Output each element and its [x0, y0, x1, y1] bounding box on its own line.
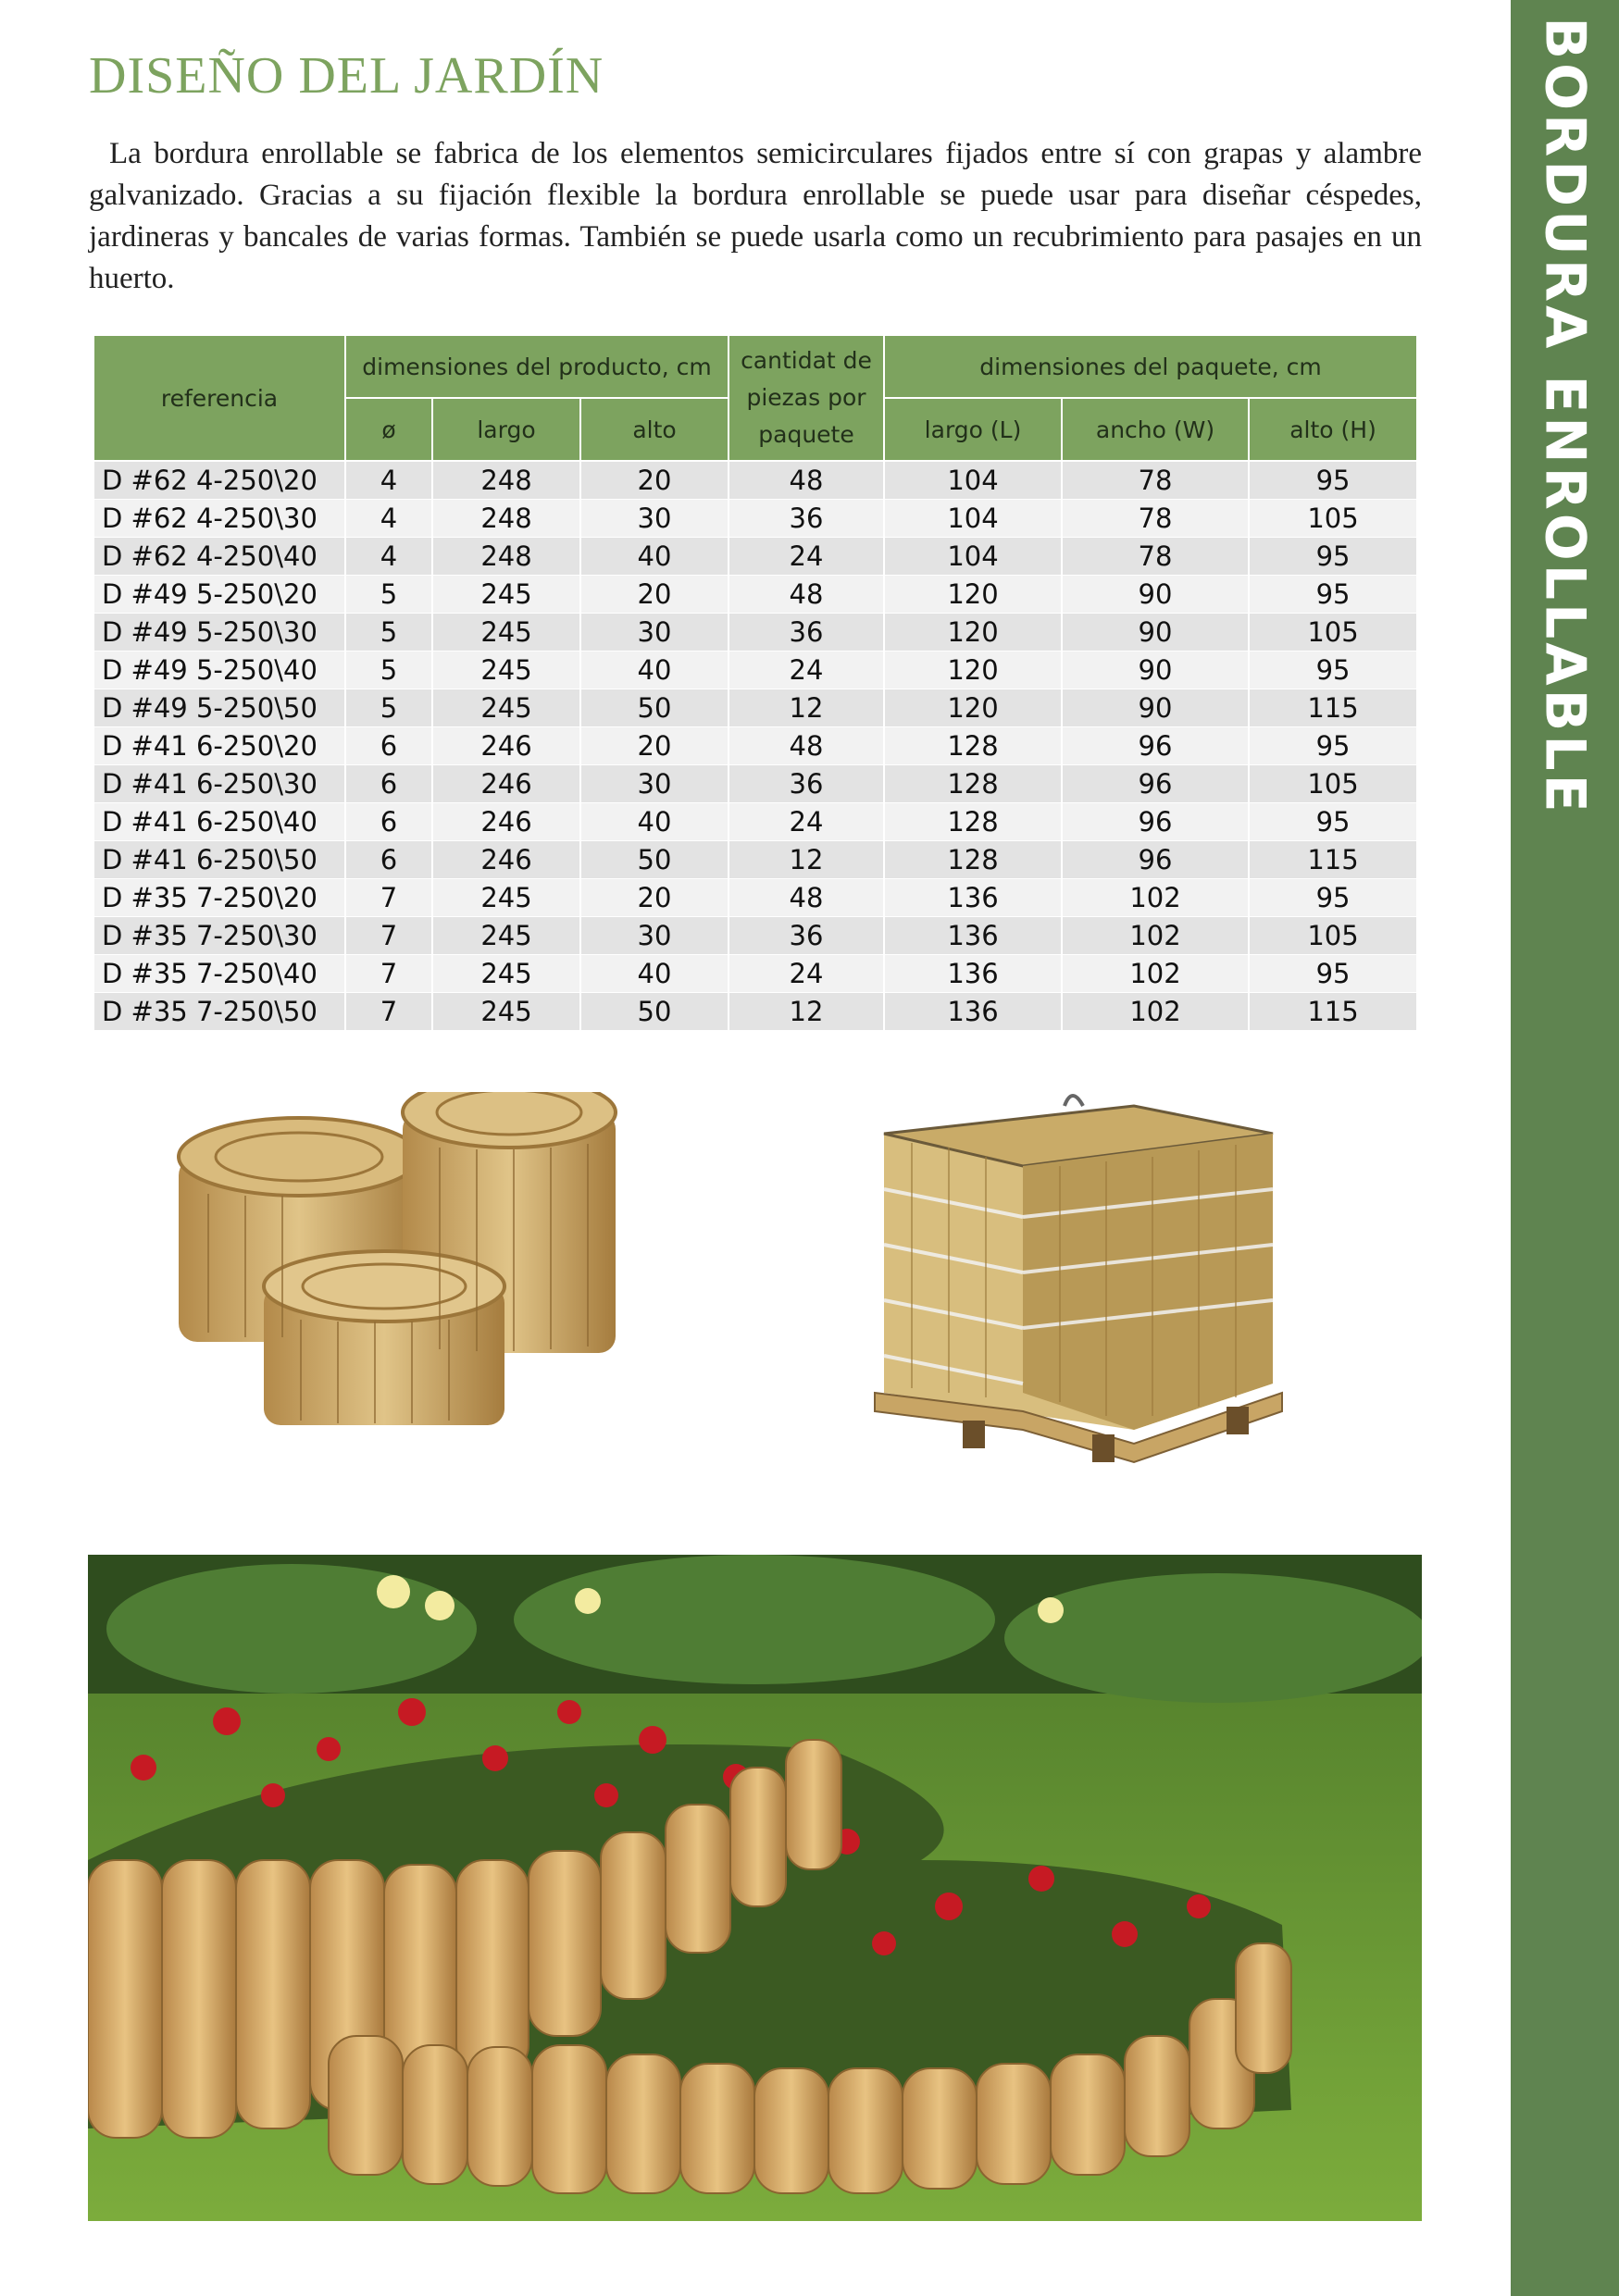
cell-largo-l: 136	[884, 955, 1062, 993]
page-title: DISEÑO DEL JARDÍN	[89, 47, 604, 105]
cell-referencia: D #49 5-250\30	[93, 614, 345, 652]
cell-cantidad: 36	[729, 614, 884, 652]
cell-referencia: D #62 4-250\20	[93, 461, 345, 500]
cell-alto-h: 95	[1249, 652, 1417, 689]
cell-cantidad: 24	[729, 538, 884, 576]
header-largo-l: largo (L)	[884, 398, 1062, 461]
cell-ancho-w: 78	[1062, 461, 1249, 500]
photo-border-rolls	[171, 1092, 662, 1444]
cell-ancho-w: 102	[1062, 955, 1249, 993]
cell-alto: 40	[580, 652, 729, 689]
cell-ancho-w: 102	[1062, 879, 1249, 917]
cell-alto: 30	[580, 500, 729, 538]
cell-largo: 246	[432, 841, 580, 879]
cell-diameter: 7	[345, 993, 432, 1031]
header-largo: largo	[432, 398, 580, 461]
pallet-image	[856, 1078, 1291, 1467]
cell-cantidad: 24	[729, 955, 884, 993]
cell-diameter: 4	[345, 538, 432, 576]
cell-alto-h: 115	[1249, 993, 1417, 1031]
side-title	[1511, 17, 1619, 816]
cell-ancho-w: 90	[1062, 652, 1249, 689]
cell-ancho-w: 96	[1062, 803, 1249, 841]
cell-largo-l: 128	[884, 765, 1062, 803]
cell-alto-h: 105	[1249, 765, 1417, 803]
cell-alto-h: 105	[1249, 917, 1417, 955]
cell-alto-h: 115	[1249, 841, 1417, 879]
cell-referencia: D #35 7-250\20	[93, 879, 345, 917]
cell-largo: 246	[432, 727, 580, 765]
header-referencia: referencia	[93, 335, 345, 461]
cell-alto-h: 95	[1249, 461, 1417, 500]
cell-largo: 248	[432, 500, 580, 538]
cell-ancho-w: 96	[1062, 765, 1249, 803]
cell-ancho-w: 96	[1062, 841, 1249, 879]
cell-diameter: 5	[345, 576, 432, 614]
cell-largo: 245	[432, 993, 580, 1031]
cell-alto-h: 95	[1249, 803, 1417, 841]
cell-largo-l: 136	[884, 993, 1062, 1031]
cell-referencia: D #41 6-250\50	[93, 841, 345, 879]
cell-largo: 245	[432, 614, 580, 652]
cell-alto: 20	[580, 576, 729, 614]
cell-diameter: 6	[345, 727, 432, 765]
cell-largo: 246	[432, 803, 580, 841]
border-rolls-image	[171, 1092, 662, 1444]
side-title-text: BORDURA ENROLLABLE	[1532, 17, 1598, 816]
cell-diameter: 7	[345, 879, 432, 917]
table-row	[93, 803, 1417, 841]
cell-referencia: D #41 6-250\30	[93, 765, 345, 803]
cell-largo-l: 128	[884, 803, 1062, 841]
cell-cantidad: 36	[729, 500, 884, 538]
cell-largo-l: 136	[884, 917, 1062, 955]
cell-largo-l: 120	[884, 689, 1062, 727]
header-alto-h: alto (H)	[1249, 398, 1417, 461]
cell-diameter: 5	[345, 614, 432, 652]
garden-bed-image	[88, 1555, 1422, 2221]
table-row	[93, 652, 1417, 689]
table-row	[93, 917, 1417, 955]
cell-largo-l: 104	[884, 538, 1062, 576]
cell-largo: 245	[432, 917, 580, 955]
cell-alto: 20	[580, 727, 729, 765]
cell-largo: 248	[432, 538, 580, 576]
cell-largo-l: 128	[884, 841, 1062, 879]
cell-alto: 50	[580, 993, 729, 1031]
table-row	[93, 765, 1417, 803]
cell-cantidad: 12	[729, 841, 884, 879]
cell-largo-l: 104	[884, 500, 1062, 538]
header-paquete-group: dimensiones del paquete, cm	[884, 335, 1417, 398]
cell-ancho-w: 90	[1062, 689, 1249, 727]
cell-ancho-w: 96	[1062, 727, 1249, 765]
cell-largo-l: 128	[884, 727, 1062, 765]
cell-largo-l: 136	[884, 879, 1062, 917]
table-row	[93, 500, 1417, 538]
cell-largo: 248	[432, 461, 580, 500]
cell-referencia: D #49 5-250\50	[93, 689, 345, 727]
cell-cantidad: 48	[729, 727, 884, 765]
cell-diameter: 5	[345, 689, 432, 727]
spec-table	[93, 334, 1418, 1031]
cell-cantidad: 24	[729, 652, 884, 689]
cell-referencia: D #62 4-250\30	[93, 500, 345, 538]
cell-largo-l: 120	[884, 652, 1062, 689]
header-cantidad: cantidat de piezas por paquete	[729, 335, 884, 461]
cell-alto: 50	[580, 689, 729, 727]
table-row	[93, 841, 1417, 879]
header-ancho-w: ancho (W)	[1062, 398, 1249, 461]
cell-alto-h: 95	[1249, 879, 1417, 917]
cell-alto-h: 95	[1249, 538, 1417, 576]
header-alto: alto	[580, 398, 729, 461]
cell-alto-h: 105	[1249, 614, 1417, 652]
cell-largo-l: 104	[884, 461, 1062, 500]
cell-ancho-w: 102	[1062, 917, 1249, 955]
cell-cantidad: 36	[729, 917, 884, 955]
header-producto-group: dimensiones del producto, cm	[345, 335, 729, 398]
cell-alto: 20	[580, 879, 729, 917]
header-diameter: ø	[345, 398, 432, 461]
cell-alto-h: 95	[1249, 576, 1417, 614]
cell-alto: 40	[580, 538, 729, 576]
cell-ancho-w: 90	[1062, 576, 1249, 614]
cell-referencia: D #49 5-250\40	[93, 652, 345, 689]
spec-table-body	[93, 461, 1417, 1031]
table-row	[93, 538, 1417, 576]
cell-alto-h: 115	[1249, 689, 1417, 727]
cell-alto-h: 95	[1249, 727, 1417, 765]
cell-alto: 20	[580, 461, 729, 500]
cell-largo: 245	[432, 576, 580, 614]
table-row	[93, 879, 1417, 917]
cell-ancho-w: 78	[1062, 500, 1249, 538]
cell-referencia: D #35 7-250\50	[93, 993, 345, 1031]
cell-cantidad: 48	[729, 461, 884, 500]
cell-largo: 245	[432, 689, 580, 727]
photo-garden-bed	[88, 1555, 1422, 2221]
cell-referencia: D #41 6-250\40	[93, 803, 345, 841]
cell-largo: 245	[432, 955, 580, 993]
cell-diameter: 4	[345, 461, 432, 500]
cell-diameter: 4	[345, 500, 432, 538]
intro-paragraph: La bordura enrollable se fabrica de los elementos semicirculares fijados entre sí con grapas y alambre galvanizado. Gracias a su fijación flexible la bordura enrollable se puede usar para diseñar céspedes, jardineras y bancales de varias formas. También se puede usarla como un recubrimiento para pasajes en un huerto.	[89, 137, 1422, 295]
cell-referencia: D #41 6-250\20	[93, 727, 345, 765]
cell-largo: 245	[432, 652, 580, 689]
table-row	[93, 614, 1417, 652]
table-row	[93, 727, 1417, 765]
table-row	[93, 461, 1417, 500]
cell-alto: 30	[580, 917, 729, 955]
cell-diameter: 6	[345, 803, 432, 841]
cell-ancho-w: 102	[1062, 993, 1249, 1031]
cell-referencia: D #35 7-250\40	[93, 955, 345, 993]
cell-referencia: D #49 5-250\20	[93, 576, 345, 614]
cell-referencia: D #62 4-250\40	[93, 538, 345, 576]
table-row	[93, 689, 1417, 727]
cell-largo: 245	[432, 879, 580, 917]
cell-cantidad: 12	[729, 993, 884, 1031]
table-row	[93, 955, 1417, 993]
cell-diameter: 7	[345, 955, 432, 993]
cell-alto: 50	[580, 841, 729, 879]
cell-cantidad: 48	[729, 879, 884, 917]
cell-diameter: 5	[345, 652, 432, 689]
cell-ancho-w: 78	[1062, 538, 1249, 576]
cell-largo: 246	[432, 765, 580, 803]
cell-alto-h: 95	[1249, 955, 1417, 993]
cell-diameter: 6	[345, 841, 432, 879]
cell-alto: 40	[580, 803, 729, 841]
cell-ancho-w: 90	[1062, 614, 1249, 652]
cell-cantidad: 24	[729, 803, 884, 841]
cell-referencia: D #35 7-250\30	[93, 917, 345, 955]
table-row	[93, 576, 1417, 614]
cell-diameter: 7	[345, 917, 432, 955]
cell-largo-l: 120	[884, 614, 1062, 652]
cell-alto: 40	[580, 955, 729, 993]
photo-pallet-package	[856, 1078, 1291, 1467]
cell-diameter: 6	[345, 765, 432, 803]
cell-cantidad: 36	[729, 765, 884, 803]
cell-largo-l: 120	[884, 576, 1062, 614]
table-row	[93, 993, 1417, 1031]
cell-alto-h: 105	[1249, 500, 1417, 538]
cell-alto: 30	[580, 614, 729, 652]
cell-cantidad: 48	[729, 576, 884, 614]
cell-cantidad: 12	[729, 689, 884, 727]
cell-alto: 30	[580, 765, 729, 803]
